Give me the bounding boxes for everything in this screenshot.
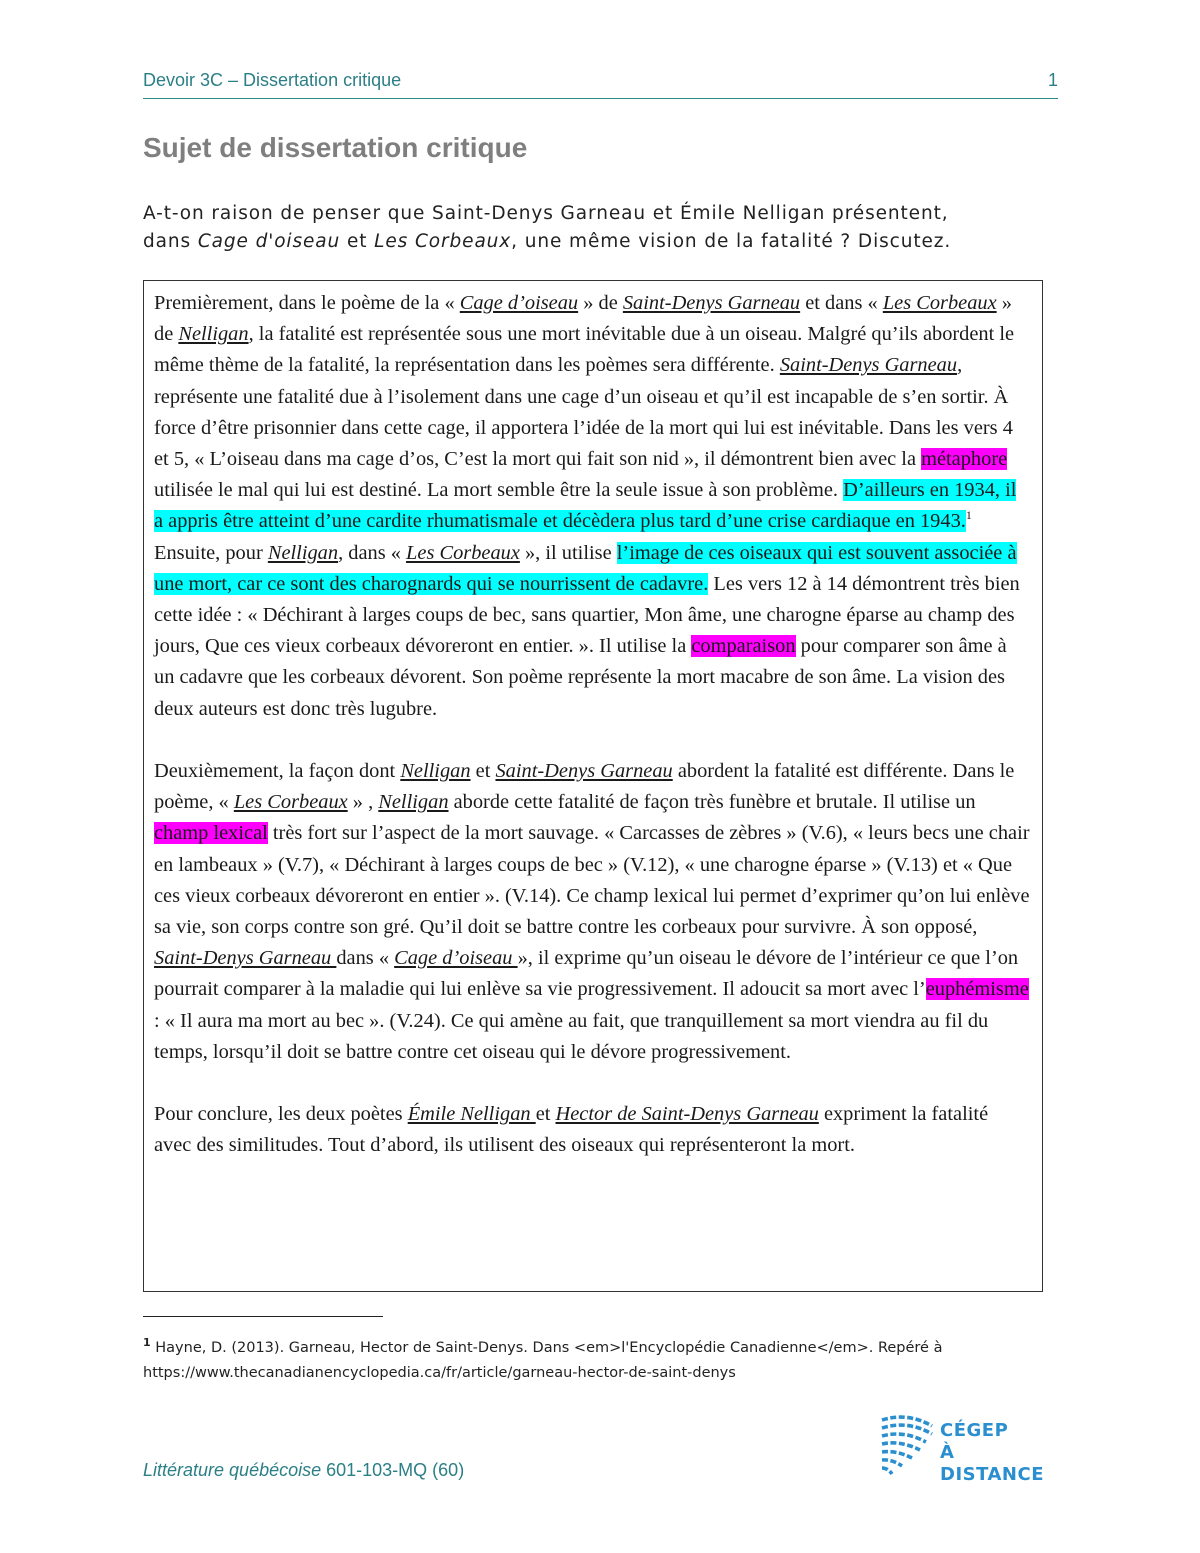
cegep-logo: [878, 1408, 1058, 1485]
page-number: 1: [1047, 70, 1058, 90]
paragraph-1: [154, 288, 1030, 725]
text-run: très fort sur l’aspect de la mort sauvage. « Carcasses de zèbres » (V.6), « leurs becs une chair en lambeaux » (V.7), « Déchirant à larges coups de bec » (V.12), « une charogne éparse » (V.13) et « Que ces vieux corbeaux dévoreront en entier ». (V.14). Ce champ lexical lui permet d’exprimer qu’on lui enlève sa vie, son corps contre son gré. Qu’il doit se battre contre les corbeaux pour survivre. À son opposé,: [154, 822, 1030, 939]
footnote-text: Hayne, D. (2013). Garneau, Hector de Saint-Denys. Dans <em>l'Encyclopédie Canadienne</em>. Repéré à: [150, 1340, 943, 1356]
footnote-url: https://www.thecanadianencyclopedia.ca/fr/article/garneau-hector-de-saint-denys: [143, 1365, 736, 1381]
text-run: Les vers 12 à 14 démontrent très bien cette idée : « Déchirant à larges coups de bec, sans quartier, Mon âme, une charogne éparse au champ des jours, Que ces vieux corbeaux dévoreront en entier. ». Il utilise la: [154, 572, 1020, 658]
footer-course: [143, 1460, 464, 1481]
highlight-figure: comparaison: [691, 635, 796, 658]
logo-text: [940, 1420, 1058, 1486]
author-ref: Émile Nelligan: [407, 1103, 536, 1126]
highlight-figure: métaphore: [921, 448, 1008, 471]
highlight-figure: champ lexical: [154, 822, 268, 845]
text-run: », il exprime qu’un oiseau le dévore de l’intérieur ce que l’on pourrait comparer à la maladie qui lui enlève sa vie progressivement. Il adoucit sa mort avec l’: [154, 947, 1019, 1001]
poem-title: Les Corbeaux: [374, 231, 512, 252]
text-run: et: [535, 1103, 556, 1126]
footnote-separator: [143, 1316, 383, 1317]
text-run: », il utilise: [519, 541, 617, 564]
text-run: , la fatalité est représentée sous une mort inévitable due à un oiseau. Malgré qu’ils abordent le même thème de la fatalité, la représentation dans les poèmes sera différente.: [154, 323, 1015, 377]
text-run: utilisée le mal qui lui est destiné. La mort semble être la seule issue à son problème.: [154, 479, 844, 502]
logo-line-1: CÉGEP: [940, 1420, 1009, 1441]
highlight-fact: D’ailleurs en 1934, il a appris être atteint d’une cardite rhumatismale et décèdera plus tard d’une crise cardiaque en 1943.: [154, 479, 1017, 533]
text-run: » de: [578, 292, 623, 314]
question-text: , une même vision de la fatalité ? Discutez.: [511, 231, 952, 252]
text-run: pour comparer son âme à un cadavre que les corbeaux dévorent. Son poème représente la mort macabre de son âme. La vision des deux auteurs est donc très lugubre.: [154, 635, 1007, 720]
poem-title: Cage d'oiseau: [197, 231, 341, 252]
text-run: » ,: [347, 791, 379, 814]
text-run: , dans «: [338, 541, 407, 564]
text-run: dans «: [336, 947, 395, 970]
highlight-fact: l’image de ces oiseaux qui est souvent associée à une mort, car ce sont des charognards qui se nourrissent de cadavre.: [154, 541, 1017, 595]
text-run: et: [470, 760, 496, 783]
dissertation-question: [143, 200, 1058, 256]
author-ref: Nelligan: [267, 541, 339, 564]
author-ref: Nelligan: [400, 760, 471, 783]
author-ref: Saint-Denys Garneau: [495, 760, 673, 783]
author-ref: Nelligan: [378, 791, 449, 814]
course-name: Littérature québécoise: [143, 1460, 322, 1480]
text-run: Ensuite, pour: [154, 541, 268, 564]
highlight-figure: euphémisme: [925, 978, 1029, 1001]
question-line-1: A-t-on raison de penser que Saint-Denys Garneau et Émile Nelligan présentent,: [143, 203, 949, 224]
course-code: 601-103-MQ (60): [321, 1460, 465, 1480]
paragraph-3: [154, 1099, 1030, 1161]
poem-title-ref: Cage d’oiseau: [459, 292, 579, 314]
answer-box: [143, 280, 1043, 1292]
text-run: Premièrement, dans le poème de la «: [154, 292, 460, 314]
text-run: aborde cette fatalité de façon très funèbre et brutale. Il utilise un: [448, 791, 976, 814]
logo-line-2: À DISTANCE: [940, 1442, 1044, 1485]
question-text: et: [340, 231, 375, 252]
author-ref: Nelligan: [178, 323, 249, 346]
text-run: » de: [154, 292, 1012, 346]
footnote-number: 1: [143, 1336, 151, 1350]
header-title: Devoir 3C – Dissertation critique: [143, 70, 402, 90]
poem-title-ref: Les Corbeaux: [233, 791, 348, 814]
text-run: Deuxièmement, la façon dont: [154, 760, 401, 783]
question-line-2: [143, 228, 1058, 256]
text-run: , représente une fatalité due à l’isolement dans une cage d’un oiseau et qu’il est incapable de s’en sortir. À force d’être prisonnier dans cette cage, il apportera l’idée de la mort qui lui est inévitable. Dans les vers 4 et 5, « L’oiseau dans ma cage d’os, C’est la mort qui fait son nid », il démontrent bien avec la: [154, 354, 1013, 471]
question-text: dans: [143, 231, 198, 252]
page-header: [143, 66, 1058, 99]
document-title: Sujet de dissertation critique: [143, 132, 528, 163]
poem-title-ref: Les Corbeaux: [406, 541, 520, 564]
author-ref: Saint-Denys Garneau: [779, 354, 958, 377]
author-ref: Hector de Saint-Denys Garneau: [555, 1103, 819, 1126]
footnote-ref: 1: [965, 508, 972, 523]
text-run: Pour conclure, les deux poètes: [154, 1103, 408, 1126]
text-run: : « Il aura ma mort au bec ». (V.24). Ce qui amène au fait, que tranquillement sa mort viendra au fil du temps, lorsqu’il doit se battre contre cet oiseau qui le dévore progressivement.: [154, 1009, 989, 1063]
author-ref: Saint-Denys Garneau: [622, 292, 801, 314]
poem-title-ref: Cage d’oiseau: [394, 947, 518, 970]
paragraph-2: [154, 756, 1030, 1068]
text-run: expriment la fatalité avec des similitudes. Tout d’abord, ils utilisent des oiseaux qui représenteront la mort.: [154, 1103, 989, 1157]
author-ref: Saint-Denys Garneau: [154, 947, 337, 970]
footnote: [143, 1336, 1063, 1386]
text-run: et dans «: [800, 292, 883, 314]
poem-title-ref: Les Corbeaux: [882, 292, 997, 314]
text-run: abordent la fatalité est différente. Dans le poème, «: [154, 760, 1015, 814]
fingerprint-logo-icon: [878, 1412, 936, 1478]
